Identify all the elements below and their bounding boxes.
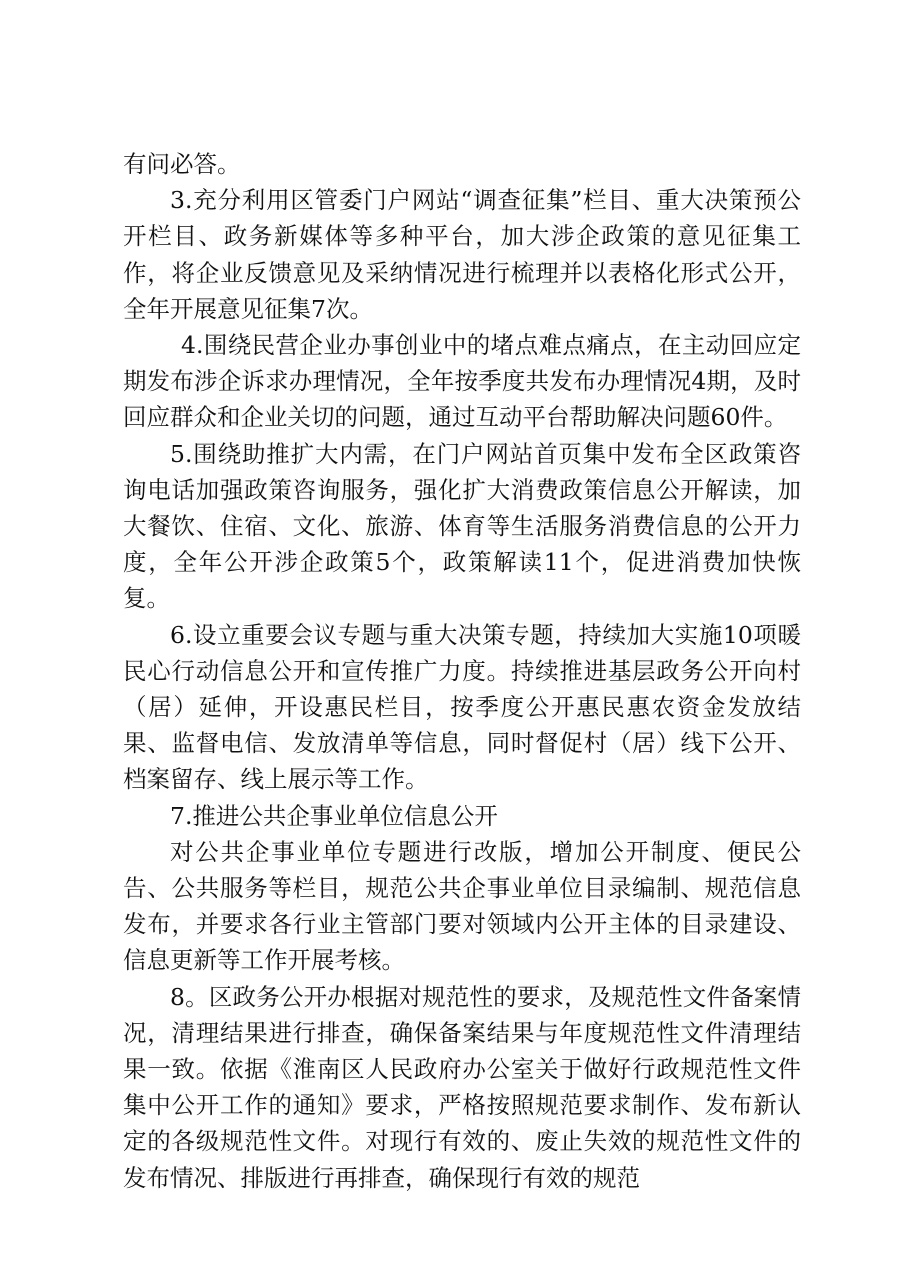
paragraph-continuation: 有问必答。	[123, 150, 241, 178]
paragraph-item-4: 4.围绕民营企业办事创业中的堵点难点痛点，在主动回应定期发布涉企诉求办理情况，全年按季度共发布办理情况4期，及时回应群众和企业关切的问题，通过互动平台帮助解决问题60件。	[123, 331, 801, 432]
document-body	[123, 146, 801, 1196]
paragraph-item-6: 6.设立重要会议专题与重大决策专题，持续加大实施10项暖民心行动信息公开和宣传推广力度。持续推进基层政务公开向村（居）延伸，开设惠民栏目，按季度公开惠民惠农资金发放结果、监督电信、发放清单等信息，同时督促村（居）线下公开、档案留存、线上展示等工作。	[123, 620, 801, 794]
paragraph-item-7-heading: 7.推进公共企事业单位信息公开	[170, 801, 498, 830]
paragraph-item-7-body: 对公共企事业单位专题进行改版，增加公开制度、便民公告、公共服务等栏目，规范公共企事业单位目录编制、规范信息发布，并要求各行业主管部门要对领域内公开主体的目录建设、信息更新等工作开展考核。	[123, 837, 801, 975]
paragraph-item-5: 5.围绕助推扩大内需，在门户网站首页集中发布全区政策咨询电话加强政策咨询服务，强化扩大消费政策信息公开解读，加大餐饮、住宿、文化、旅游、体育等生活服务消费信息的公开力度，全年公开涉企政策5个，政策解读11个，促进消费加快恢复。	[123, 439, 801, 613]
paragraph-item-3: 3.充分利用区管委门户网站“调查征集”栏目、重大决策预公开栏目、政务新媒体等多种平台，加大涉企政策的意见征集工作，将企业反馈意见及采纳情况进行梳理并以表格化形式公开，全年开展意见征集7次。	[123, 186, 801, 323]
paragraph-item-8: 8。区政务公开办根据对规范性的要求，及规范性文件备案情况，清理结果进行排查，确保备案结果与年度规范性文件清理结果一致。依据《淮南区人民政府办公室关于做好行政规范性文件集中公开工作的通知》要求，严格按照规范要求制作、发布新认定的各级规范性文件。对现行有效的、废止失效的规范性文件的发布情况、排版进行再排查，确保现行有效的规范	[123, 982, 801, 1192]
